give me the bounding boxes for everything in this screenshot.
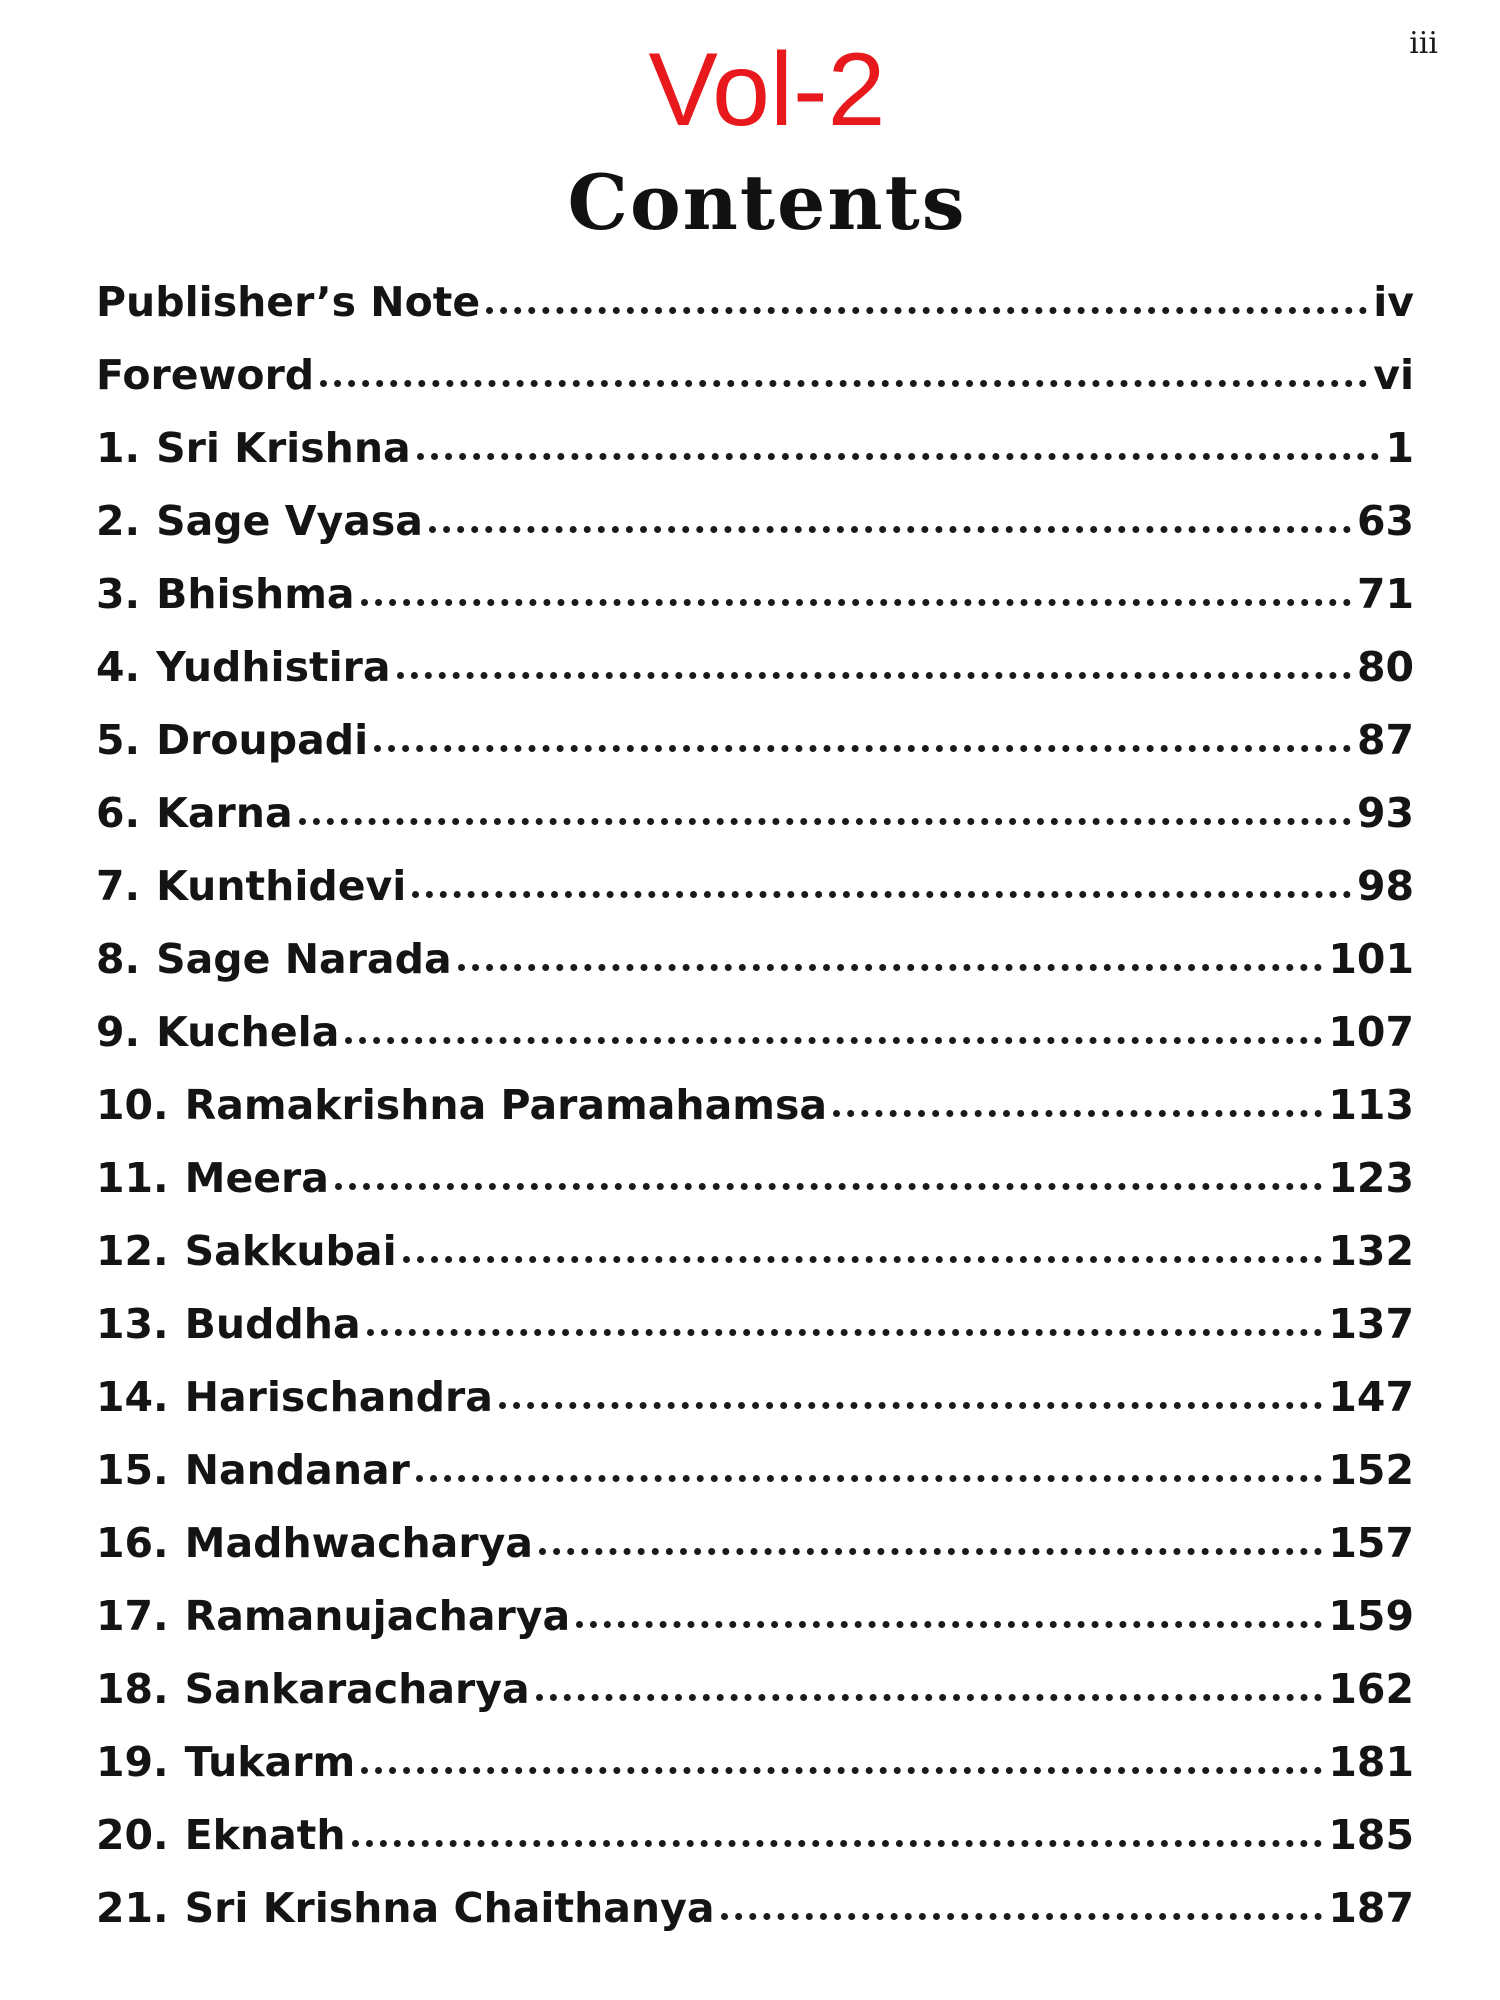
toc-entry-page: 1 [1385,424,1414,472]
toc-entry-number: 6. [96,789,141,837]
dot-leader [397,672,1351,679]
toc-entry-number: 11. [96,1154,169,1202]
toc-entry-page: 147 [1328,1373,1414,1421]
toc-entry-page: 71 [1356,570,1414,618]
toc-entry-number: 10. [96,1081,169,1129]
toc-entry-title: Yudhistira [156,643,391,691]
toc-entry-number: 7. [96,862,141,910]
toc-entry-title: Kuchela [156,1008,340,1056]
toc-entry-page: iv [1373,278,1414,326]
dot-leader [403,1256,1323,1263]
toc-entry-number: 3. [96,570,141,618]
toc-entry-title: Kunthidevi [156,862,407,910]
dot-leader [352,1840,1323,1847]
toc-entry-number: 4. [96,643,141,691]
toc-entry-page: 152 [1328,1446,1414,1494]
toc-entry-page: 162 [1328,1665,1414,1713]
toc-entry[interactable] [96,1069,1414,1142]
dot-leader [486,307,1367,314]
volume-label: Vol-2 [648,32,886,148]
toc-entry-page: 113 [1328,1081,1414,1129]
toc-entry[interactable] [96,1215,1414,1288]
toc-entry-page: 123 [1328,1154,1414,1202]
toc-entry-title: Sri Krishna Chaithanya [184,1884,715,1932]
toc-entry-title: Foreword [96,351,315,399]
dot-leader [374,745,1351,752]
toc-entry-title: Sri Krishna [156,424,411,472]
toc-entry-page: 63 [1356,497,1414,545]
toc-entry[interactable] [96,1288,1414,1361]
toc-entry[interactable] [96,996,1414,1069]
dot-leader [429,526,1351,533]
toc-entry-title: Sage Vyasa [156,497,423,545]
toc-entry-title: Droupadi [156,716,369,764]
dot-leader [539,1548,1322,1555]
page-title: Contents [567,158,967,247]
dot-leader [499,1402,1323,1409]
toc-entry[interactable] [96,1726,1414,1799]
toc-entry-title: Sakkubai [184,1227,397,1275]
toc-entry-number: 8. [96,935,141,983]
toc-entry-number: 12. [96,1227,169,1275]
toc-entry-page: 93 [1356,789,1414,837]
toc-entry-page: 187 [1328,1884,1414,1932]
toc-entry[interactable] [96,266,1414,339]
dot-leader [299,818,1351,825]
toc-entry[interactable] [96,850,1414,923]
toc-entry[interactable] [96,704,1414,777]
dot-leader [345,1037,1322,1044]
toc-entry-page: 101 [1328,935,1414,983]
toc-entry-number: 17. [96,1592,169,1640]
toc-entry[interactable] [96,1361,1414,1434]
toc-entry-number: 16. [96,1519,169,1567]
dot-leader [576,1621,1322,1628]
toc-entry-page: 80 [1356,643,1414,691]
toc-entry-title: Tukarm [184,1738,356,1786]
dot-leader [458,964,1323,971]
toc-entry-title: Eknath [184,1811,346,1859]
toc-entry-number: 15. [96,1446,169,1494]
toc-entry[interactable] [96,1434,1414,1507]
toc-entry[interactable] [96,1142,1414,1215]
toc-entry-page: 87 [1356,716,1414,764]
toc-entry-title: Karna [156,789,293,837]
dot-leader [833,1110,1322,1117]
toc-entry-title: Bhishma [156,570,355,618]
toc-entry-title: Meera [184,1154,329,1202]
toc-entry-number: 19. [96,1738,169,1786]
toc-entry-number: 2. [96,497,141,545]
toc-entry-title: Sankaracharya [184,1665,530,1713]
dot-leader [361,599,1351,606]
toc-entry-number: 14. [96,1373,169,1421]
toc-entry-page: 98 [1356,862,1414,910]
toc-entry-title: Ramanujacharya [184,1592,571,1640]
toc-entry[interactable] [96,1580,1414,1653]
dot-leader [320,380,1367,387]
page-number: iii [1409,26,1438,61]
dot-leader [721,1913,1323,1920]
toc-entry[interactable] [96,1872,1414,1945]
toc-entry-number: 21. [96,1884,169,1932]
toc-entry-page: 157 [1328,1519,1414,1567]
toc-entry-page: 159 [1328,1592,1414,1640]
toc-entry-page: 132 [1328,1227,1414,1275]
toc-entry-title: Harischandra [184,1373,493,1421]
dot-leader [367,1329,1323,1336]
toc-entry[interactable] [96,412,1414,485]
toc-entry[interactable] [96,1799,1414,1872]
toc-entry-page: 137 [1328,1300,1414,1348]
toc-entry-number: 9. [96,1008,141,1056]
toc-entry-title: Madhwacharya [184,1519,533,1567]
dot-leader [361,1767,1322,1774]
toc-entry-title: Publisher’s Note [96,278,481,326]
toc-entry-page: vi [1373,351,1414,399]
dot-leader [416,1475,1323,1482]
toc-entry[interactable] [96,485,1414,558]
toc-entry-page: 185 [1328,1811,1414,1859]
toc-entry-title: Buddha [184,1300,361,1348]
toc-entry-title: Sage Narada [156,935,452,983]
toc-entry[interactable] [96,339,1414,412]
dot-leader [335,1183,1322,1190]
toc-entry[interactable] [96,558,1414,631]
toc-entry-title: Nandanar [184,1446,410,1494]
toc-entry-page: 181 [1328,1738,1414,1786]
toc-entry-title: Ramakrishna Paramahamsa [184,1081,828,1129]
toc-entry-number: 20. [96,1811,169,1859]
toc-entry[interactable] [96,923,1414,996]
toc-entry[interactable] [96,1507,1414,1580]
toc-entry[interactable] [96,631,1414,704]
toc-entry-number: 18. [96,1665,169,1713]
dot-leader [417,453,1380,460]
toc-entry-number: 13. [96,1300,169,1348]
dot-leader [412,891,1351,898]
toc-entry[interactable] [96,777,1414,850]
table-of-contents [96,266,1414,1945]
dot-leader [536,1694,1323,1701]
toc-entry-number: 5. [96,716,141,764]
toc-entry-page: 107 [1328,1008,1414,1056]
toc-entry[interactable] [96,1653,1414,1726]
toc-entry-number: 1. [96,424,141,472]
